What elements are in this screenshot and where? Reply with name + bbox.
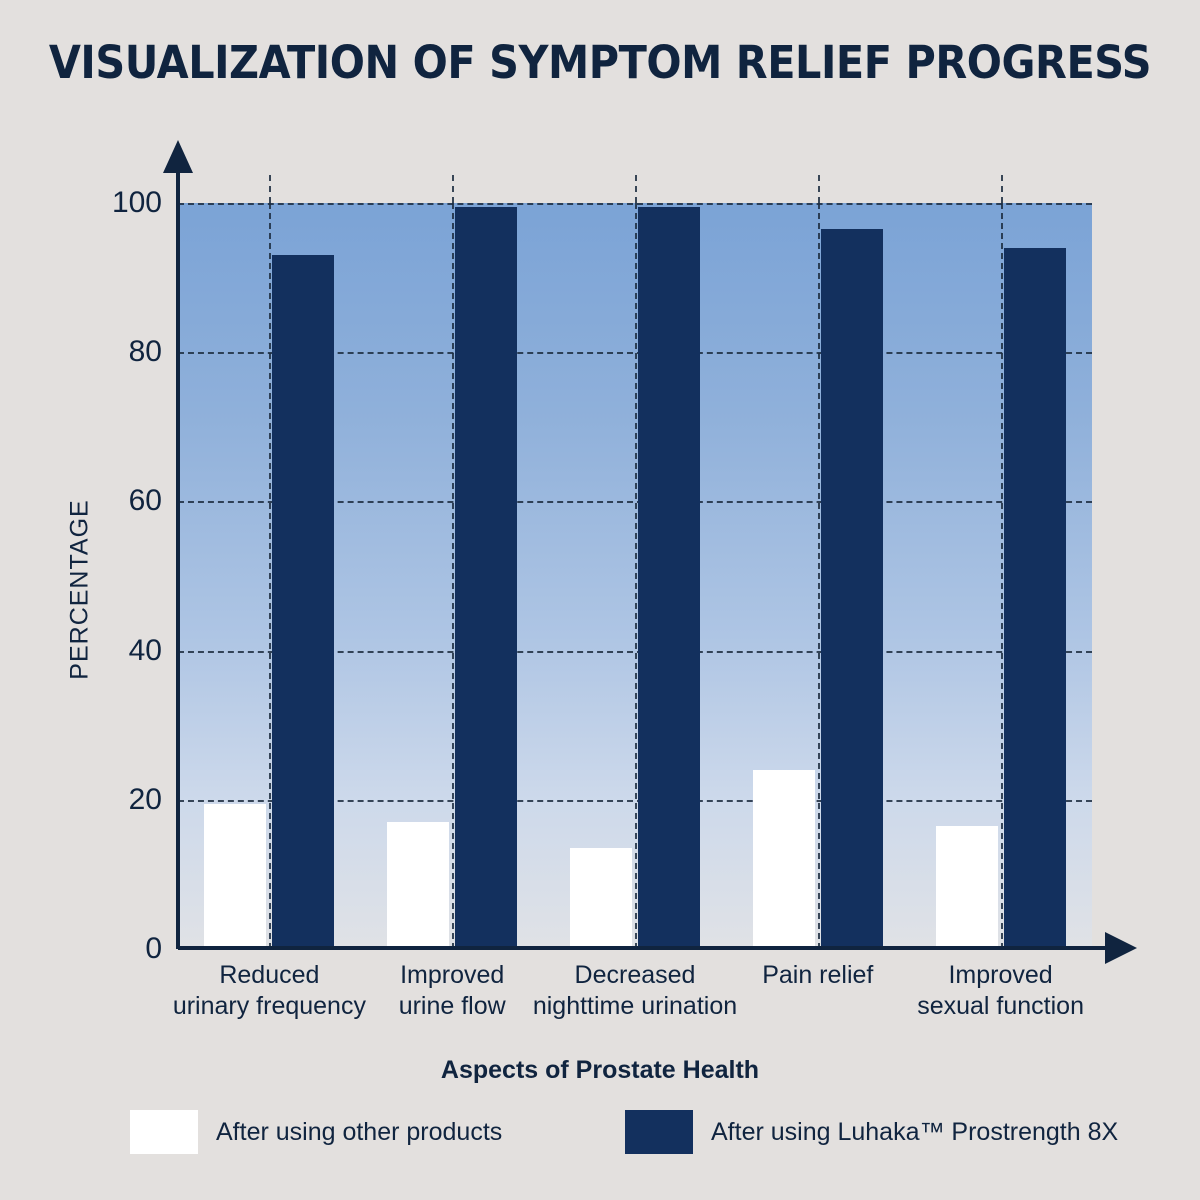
bar-luhaka-1 — [455, 207, 517, 949]
bar-luhaka-4 — [1004, 248, 1066, 949]
legend-label-luhaka: After using Luhaka™ Prostrength 8X — [711, 1117, 1119, 1146]
y-axis-title: PERCENTAGE — [65, 499, 94, 680]
legend-swatch-luhaka — [625, 1110, 693, 1154]
x-axis-title: Aspects of Prostate Health — [440, 1056, 760, 1084]
gridline-x-top-3 — [818, 175, 820, 203]
legend — [0, 1110, 1200, 1160]
category-label-4 — [886, 960, 1116, 1023]
gridline-x-2 — [635, 203, 637, 949]
bar-luhaka-0 — [272, 255, 334, 949]
legend-item-luhaka[interactable] — [625, 1110, 1118, 1154]
bar-luhaka-3 — [821, 229, 883, 949]
category-label-line1-2: Decreased — [574, 961, 696, 989]
bar-other-0 — [204, 804, 266, 949]
category-label-line1-1: Improved — [400, 961, 505, 989]
category-label-line1-4: Improved — [948, 961, 1053, 989]
y-axis-line — [176, 170, 180, 949]
gridline-x-top-4 — [1001, 175, 1003, 203]
gridline-x-top-0 — [269, 175, 271, 203]
y-tick-label-100: 100 — [111, 186, 162, 219]
category-label-line2-1: urine flow — [398, 992, 506, 1021]
gridline-x-0 — [269, 203, 271, 949]
gridline-x-4 — [1001, 203, 1003, 949]
y-tick-label-20: 20 — [128, 782, 162, 816]
gridline-x-1 — [452, 203, 454, 949]
gridline-x-3 — [818, 203, 820, 949]
bar-other-4 — [936, 826, 998, 949]
y-axis-arrow-icon — [163, 140, 193, 173]
x-axis-line — [178, 946, 1108, 950]
bar-other-2 — [570, 848, 632, 949]
y-tick-label-80: 80 — [128, 335, 162, 369]
bar-other-3 — [753, 770, 815, 949]
legend-item-other-products[interactable] — [130, 1110, 502, 1154]
bar-luhaka-2 — [638, 207, 700, 949]
gridline-x-top-1 — [452, 175, 454, 203]
plot-area — [178, 203, 1092, 949]
legend-swatch-other-products — [130, 1110, 198, 1154]
y-tick-label-40: 40 — [128, 633, 162, 667]
category-label-line2-0: urinary frequency — [172, 992, 366, 1021]
category-label-line2-2: nighttime urination — [532, 992, 738, 1021]
gridline-x-top-2 — [635, 175, 637, 203]
chart-title: VISUALIZATION OF SYMPTOM RELIEF PROGRESS — [48, 36, 1152, 89]
category-label-line1-0: Reduced — [219, 961, 320, 989]
category-label-line1-3: Pain relief — [762, 961, 874, 989]
bar-other-1 — [387, 822, 449, 949]
legend-label-other-products: After using other products — [216, 1117, 503, 1146]
category-label-line2-4: sexual function — [917, 992, 1084, 1021]
y-tick-label-0: 0 — [145, 932, 162, 965]
y-tick-label-60: 60 — [128, 484, 162, 518]
